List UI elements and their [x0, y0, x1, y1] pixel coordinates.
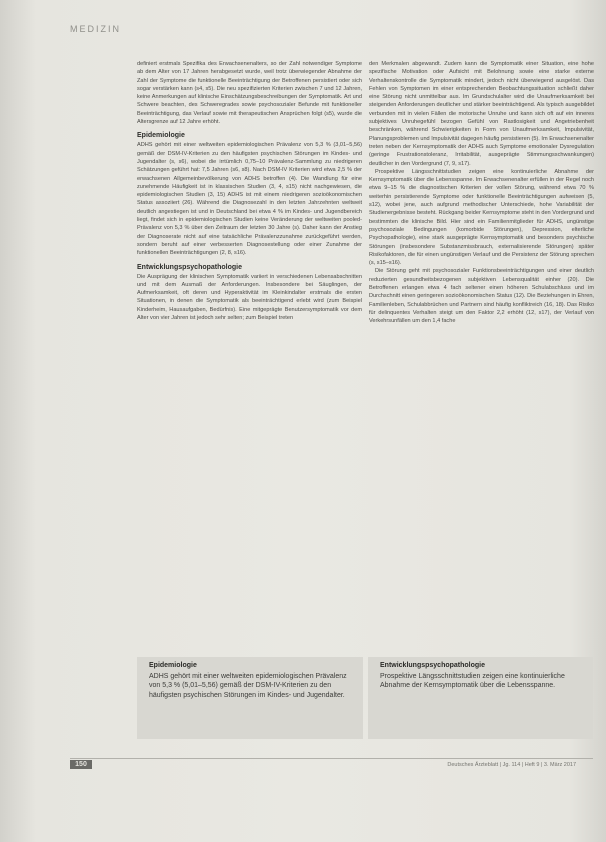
- body-paragraph: ADHS gehört mit einer weltweiten epidemiologischen Prävalenz von 5,3 % (3,01–5,56) gemäß der DSM-IV-Kriterien zu den häufigsten psychischen Störungen im Kindes- und Jugendalter (s, s6), wobei die irrtümlich 0,75–10 Prävalenz-Sammlung zu niedrigeren Schätzungen geführt hat: 7,5 Jahren (s6, s8). Nach DSM-IV Kriterien wird etwa 2,5 % der erwachsenen Allgemeinbevölkerung von ADHS betroffen (4). Die Wandlung für eine zunehmende Häufigkeit ist in klassischen Studien (3, 4, s15) nicht nachgewiesen, die epidemiologischen Studien (3, 15) ADHS ist mit einem niedrigeren sozioökonomischen Status assoziiert (26). Während die Diagnosezahl in den letzten Jahrzehnten weltweit deutlich angestiegen ist und in Deutschland bei etwa 4 % im Kindes- und Jugendbereich liegt, findet sich in epidemiologischen Studien keine Veränderung der weltweiten pooled-Prävalenz von 5,3 % über den Zeitraum der letzten 30 Jahre (s). Daher kann der Anstieg der Diagnoserate nicht auf eine tatsächliche Prävalenzzunahme zurückgeführt werden, sondern beruht auf einer verbesserten Diagnosestellung oder einer Zunahme der funktionellen Beeinträchtigungen (2, 8, s16).: [137, 142, 362, 257]
- journal-citation: Deutsches Ärzteblatt | Jg. 114 | Heft 9 | 3. März 2017: [447, 762, 576, 768]
- summary-box-epidemiology: [137, 657, 363, 739]
- footer-rule: [70, 758, 593, 759]
- page-number: 150: [70, 760, 92, 769]
- summary-box-heading: Epidemiologie: [149, 662, 197, 669]
- summary-box-development: [368, 657, 593, 739]
- text-column-right: [369, 60, 594, 326]
- body-paragraph: den Merkmalen abgewandt. Zudem kann die Symptomatik einer Situation, eine hohe spezifische Motivation oder Aufsicht mit Belohnung sowie eine starke externe Verhaltenskontrolle die Symptomatik mindert, jedoch nicht überwiegend ausgelöst. Das Fehlen von Symptomen im einer entsprechenden Beobachtungssituation schließt daher eine Störung nicht unmittelbar aus. Im Grundschulalter wird die Unaufmerksamkeit bei steigenden Anforderungen deutlicher und stärker beeinträchtigend. Als typisch ausgebildet verbunden mit in vielen Fällen die motorische Unruhe und kann sich oft auf ein inneres subjektives Unruhegefühl bezogen Gefühl von Rastlosigkeit und Angetriebenheit beschränken, während Schwierigkeiten in Form von Unaufmerksamkeit, Impulsivität, Planungsproblemen und Impulsivität dagegen häufig persistieren (5). Im Erwachsenenalter treten neben der Kernsymptomatik der ADHS auch Symptome emotionaler Dysregulation (geringe Frustrationstoleranz, Irritabilität, ausgeprägte Stimmungsschwankungen) deutlicher in den Vordergrund (7, 9, s17).: [369, 61, 594, 167]
- body-paragraph: Prospektive Längsschnittstudien zeigen eine kontinuierliche Abnahme der Kernsymptomatik über die Lebensspanne. Im Erwachsenenalter erfüllen in der Regel noch etwa 9–15 % die diagnostischen Kriterien der vollen Störung, während etwa 70 % weiterhin persistierende Symptome oder funktionelle Beeinträchtigungen aufweisen (5, s12), wobei jene, auch aufgrund methodischer Unterschiede, hohe Variabilität der Studienergebnisse besteht. Rückgang beider Kernsymptome steht in den Vordergrund und bestimmten die klinische Bild. Hier sind ein Familienmitglieder für ADHS, ungünstige psychosoziale Bedingungen (komorbide Störungen), Depression, elterliche Psychopathologie), eine stark ausgeprägte Kernsymptomatik und besonders psychische Störungen (insbesondere Substanzmissbrauch, externalisierende Störungen) später Risikofaktoren, die für einen ungünstigen Verlauf und die Persistenz der Störung sprechen (s, s15–s16).: [369, 168, 594, 267]
- summary-box-text: Prospektive Längsschnittstudien zeigen eine kontinuierliche Abnahme der Kernsymptomatik über die Lebensspanne.: [380, 673, 565, 690]
- summary-box-text: ADHS gehört mit einer weltweiten epidemiologischen Prävalenz von 5,3 % (5,01–5,56) gemäß der DSM-IV-Kriterien zu den häufigsten psychischen Störungen im Kindes- und Jugendalter.: [149, 673, 347, 699]
- subsection-heading: Epidemiologie: [137, 132, 185, 140]
- section-label: MEDIZIN: [70, 24, 121, 34]
- text-column-left: [137, 60, 362, 322]
- body-paragraph: Die Ausprägung der klinischen Symptomatik variiert in verschiedenen Lebensabschnitten und mit dem Ausmaß der Anforderungen. Insbesondere bei Säuglingen, der Aufmerksamkeit, oft deren und Hyperaktivität im Kleinkindalter erstmals die ersten Situationen, in denen die Symptomatik als beeinträchtigend erlebt wird (zum Beispiel Kinderheim, Hausaufgaben, Bedürfnis). Eine mitgeprägte Benutzersymptomatik vor dem Alter von vier Jahren ist jedoch sehr selten; zum Beispiel treten: [137, 273, 362, 322]
- summary-box-heading: Entwicklungspsychopathologie: [380, 662, 486, 669]
- body-paragraph: Die Störung geht mit psychosozialer Funktionsbeeinträchtigungen und einer deutlich reduzierten gesundheitsbezogenen subjektiven Lebensqualität einher (20). Die Betroffenen erlangen etwa 4 fach seltener einen höheren Schulabschluss und im Durchschnitt einen geringeren sozioökonomischen Status (12). Die Beziehungen in Ehren, Familienleben, Schulabbrüchen und Partnern sind häufig konfliktreich (16, 18). Das Risiko für delinquentes Verhalten steigt um den Faktor 2,2 erhöht (12, s17), der Verlauf von Verkehrsunfällen um den 1,4 fache: [369, 268, 594, 325]
- subsection-heading: Entwicklungspsychopathologie: [137, 263, 243, 271]
- body-paragraph: definiert erstmals Spezifika des Erwachsenenalters, so der Zahl notwendiger Symptome ab dem Alter von 17 Jahren herabgesetzt wurde, weil trotz überwiegender Abnahme der Zahl der Symptome die funktionelle Beeinträchtigung der Betroffenen persistiert oder sich sogar verstärken kann (s4, s5). Die neu spezifizierten Kriterien zwischen 7 und 12 Jahren, keine Anmerkungen auf klinische Einschätzungsbeschreibungen der Symptomatik. Art und Schwere beachten, des Schweregrades sowie psychosozialer Befunde mit funktioneller Beeinträchtigung, das Verlauf sowie mit therapeutischen Ansprüchen folgt (s5), wurde die Altersgrenze auf 12 Jahre erhöht.: [137, 61, 362, 126]
